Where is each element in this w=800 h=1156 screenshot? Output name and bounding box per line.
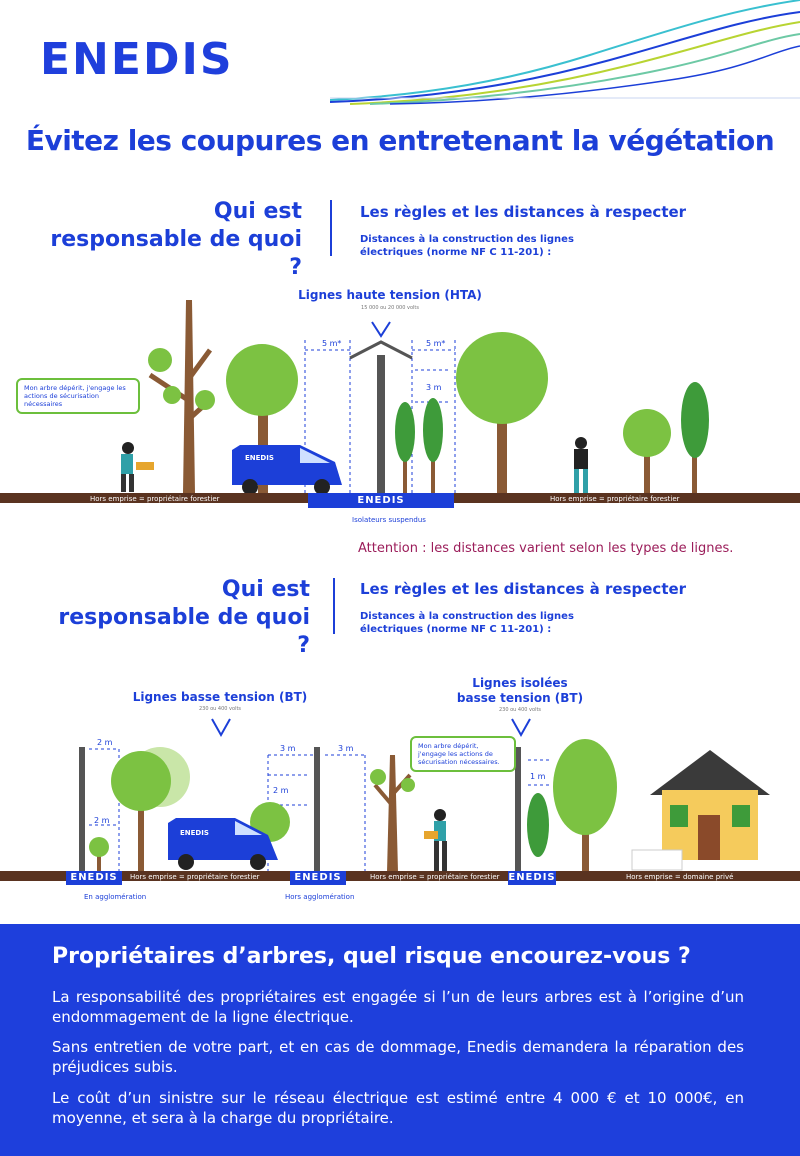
caption-isolateurs: Isolateurs suspendus [352,516,426,524]
rules-subtitle [360,233,574,259]
distance-left-label: 5 m* [322,339,342,348]
speech-bubble: Mon arbre dépérit, j'engage les actions de sécurisation nécessaires [16,378,140,414]
house [632,750,770,870]
person-chainsaw [424,809,447,871]
rules-title: Les règles et les distances à respecter [360,203,687,221]
bt-isolated-line-label [440,676,600,706]
question-line-1: Qui est [213,199,302,224]
tree-large [456,332,548,493]
section-question [40,198,302,282]
section-question [40,576,310,660]
hta-line-label: Lignes haute tension (HTA) [298,288,482,302]
tree-small [623,409,671,493]
distance-right-label: 5 m* [426,339,446,348]
risk-paragraph-3: Le coût d’un sinistre sur le réseau électrique est estimé entre 4 000 € et 10 000€, en moyenne, et sera à la charge du propriétaire. [52,1089,744,1127]
question-line-2: responsable de quoi ? [50,227,302,280]
ground-label: Hors emprise = propriétaire forestier [370,873,500,881]
rules-subtitle-line-2: électriques (norme NF C 11-201) : [360,247,552,258]
bt-isolated-line-voltage: 230 ou 400 volts [498,707,542,713]
bt-isolated-line-2: basse tension (BT) [456,691,584,705]
distance-d-label: 3 m [338,744,354,753]
risk-paragraph-2: Sans entretien de votre part, et en cas de dommage, Enedis demandera la réparation des préjudices subis. [52,1038,744,1076]
bt-line-voltage: 230 ou 400 volts [198,706,242,712]
divider [333,578,335,634]
ground-label-right: Hors emprise = propriétaire forestier [550,495,680,503]
ground-enedis-tag: ENEDIS [290,871,346,885]
decorative-waves [330,0,800,105]
hta-line-voltage: 15 000 ou 20 000 volts [361,305,419,311]
bt-isolated-line-1: Lignes isolées [472,676,568,690]
distance-c-label: 3 m [280,744,296,753]
distance-a-label: 2 m [97,738,113,747]
narrow-trees [395,398,443,493]
distance-f-label: 1 m [530,772,546,781]
tree-tall [681,382,709,493]
question-line-2: responsable de quoi ? [58,605,310,658]
ground-enedis-tag: ENEDIS [508,872,556,883]
distance-e-label: 2 m [273,786,289,795]
question-line-1: Qui est [221,577,310,602]
speech-bubble: Mon arbre dépérit, j'engage les actions de sécurisation nécessaires. [410,736,516,772]
distance-height-label: 3 m [426,383,442,392]
ground-label-left: Hors emprise = propriétaire forestier [90,495,220,503]
person-chainsaw [121,442,154,492]
ground-enedis-tag: ENEDIS [308,493,454,508]
rules-title: Les règles et les distances à respecter [360,580,687,598]
caption-agglomeration: En agglomération [84,893,147,901]
risk-title: Propriétaires d’arbres, quel risque encourez-vous ? [52,944,691,969]
van-logo: ENEDIS [245,454,274,462]
bt-illustration [0,715,800,872]
divider [330,200,332,256]
van-logo: ENEDIS [180,829,209,837]
person-standing [574,437,588,493]
caption-hors-agglomeration: Hors agglomération [285,893,355,901]
enedis-logo: ENEDIS [40,34,234,85]
risk-paragraph-1: La responsabilité des propriétaires est engagée si l’un de leurs arbres est à l’origine d’un endommagement de la ligne électrique. [52,988,744,1026]
ground-label: Hors emprise = propriétaire forestier [130,873,260,881]
dead-tree [148,300,215,493]
attention-note: Attention : les distances varient selon les types de lignes. [358,541,734,556]
rules-subtitle-line-2: électriques (norme NF C 11-201) : [360,624,552,635]
bt-line-label: Lignes basse tension (BT) [132,690,308,704]
distance-b-label: 2 m [94,816,110,825]
page-title: Évitez les coupures en entretenant la végétation [25,124,775,157]
ground-label: Hors emprise = domaine privé [626,873,734,881]
enedis-van [232,445,342,495]
ground-enedis-tag: ENEDIS [66,871,122,885]
rules-subtitle [360,610,574,636]
rules-subtitle-line-1: Distances à la construction des lignes [360,234,574,245]
rules-subtitle-line-1: Distances à la construction des lignes [360,611,574,622]
